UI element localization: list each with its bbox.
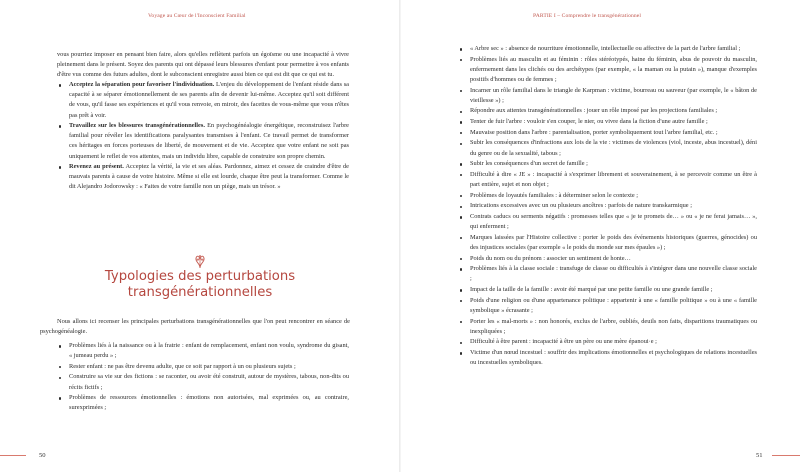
perturbation-list-continued <box>458 44 757 368</box>
list-item-text: Difficulté à être parent : incapacité à être un père ou une mère épanoui·e ; <box>470 338 657 346</box>
list-item-text: Mauvaise position dans l'arbre : parentalisation, porter symboliquement tout l'arbre familial, etc. ; <box>470 128 718 136</box>
list-item <box>458 337 757 347</box>
bullet-icon <box>59 166 61 168</box>
list-item-text: Problèmes liés au masculin et au féminin : rôles stéréotypés, haine du féminin, abus de pouvoir du masculin, enfermement dans les clichés ou des archétypes (par exemple, « la maman ou la putain »), manque d'exemples positifs d'hommes ou de femmes ; <box>470 55 757 83</box>
bullet-icon <box>59 377 61 379</box>
bullet-icon <box>460 352 462 354</box>
bullet-icon <box>460 132 462 134</box>
perturbation-list-start <box>57 341 349 413</box>
list-item <box>458 191 757 201</box>
list-item-text: Marques laissées par l'Histoire collective : porter le poids des événements historiques (guerres, génocides) ou des injustices sociales (par exemple « le poids du monde sur mes épaules ») ; <box>470 233 757 251</box>
right-footer-rule <box>772 455 800 456</box>
bullet-icon <box>460 342 462 344</box>
section-title-line1: Typologies des perturbations <box>104 269 296 284</box>
list-item-text: Rester enfant : ne pas être devenu adulte, que ce soit par rapport à un ou plusieurs sujets ; <box>69 362 296 370</box>
bullet-icon <box>460 300 462 302</box>
list-item <box>458 296 757 316</box>
bullet-icon <box>460 216 462 218</box>
list-item-text: Problèmes de ressources émotionnelles : émotions non autorisées, mal exprimées ou, au contraire, surexprimées ; <box>69 394 349 412</box>
right-page <box>400 0 800 472</box>
list-item-text: Incarner un rôle familial dans le triangle de Karpman : victime, bourreau ou sauveur (par exemple, le « bâton de vieillesse ») ; <box>470 86 757 104</box>
right-running-header: PARTIE I – Comprendre le transgénérationnel <box>533 13 641 19</box>
list-item-text: Subir les conséquences d'un secret de famille ; <box>470 160 588 168</box>
bullet-icon <box>460 258 462 260</box>
left-running-header: Voyage au Cœur de l'Inconscient Familial <box>148 13 246 19</box>
left-bottom-text <box>57 341 349 414</box>
list-item <box>458 201 757 211</box>
list-item <box>458 254 757 264</box>
bullet-icon <box>460 59 462 61</box>
list-item-text: Porter les « mal-morts » : non honorés, exclus de l'arbre, oubliés, deuils non faits, disparitions traumatiques ou inexpliquées ; <box>470 317 757 335</box>
bullet-icon <box>59 366 61 368</box>
bullet-icon <box>460 163 462 165</box>
list-item <box>458 138 757 158</box>
list-item <box>57 121 349 161</box>
list-item <box>458 264 757 284</box>
list-item-text: Acceptez la vérité, la vie et ses aléas. Pardonnez, aimez et cessez de craindre d'être de mauvais parents à cause de votre histoire. Même si elle est lourde, chaque être peut la transformer. Comme le dit Alejandro Jodorowsky : « Faites de votre famille non un piège, mais un trésor. » <box>69 163 349 191</box>
list-item <box>458 117 757 127</box>
list-item <box>57 341 349 361</box>
list-item-text: Impact de la taille de la famille : avoir été marqué par une petite famille ou une grande famille ; <box>470 286 713 294</box>
bullet-icon <box>460 111 462 113</box>
list-item-text: Construire sa vie sur des fictions : se raconter, ou avoir été construit, autour de mystères, tabous, non-dits ou récits fictifs ; <box>69 373 349 391</box>
bullet-icon <box>460 90 462 92</box>
intro-paragraph: Nous allons ici recenser les principales perturbations transgénérationnelles que l'on peut rencontrer en séance de psychogénéalogie. <box>40 318 350 336</box>
left-footer-rule <box>0 455 26 456</box>
list-item <box>458 55 757 85</box>
list-item-text: Difficulté à dire « JE » : incapacité à s'exprimer librement et souverainement, à se percevoir comme un être à part entière, sujet et non objet ; <box>470 170 757 188</box>
section-intro <box>40 317 350 337</box>
list-item-text: Problèmes liés à la naissance ou à la fratrie : enfant de remplacement, enfant non voulu, syndrome du gisant, « jumeau perdu » ; <box>69 342 349 360</box>
bullet-icon <box>460 237 462 239</box>
list-item <box>458 212 757 232</box>
right-page-number: 51 <box>756 452 763 459</box>
section-title-line2: transgénérationnelles <box>127 285 273 300</box>
list-item <box>458 128 757 138</box>
list-item-text: Poids du nom ou du prénom : associer un sentiment de honte… <box>470 254 631 262</box>
list-item <box>458 159 757 169</box>
list-item <box>458 348 757 368</box>
list-item <box>57 372 349 392</box>
list-item-text: Intrications excessives avec un ou plusieurs ancêtres : parfois de nature transkarmique ; <box>470 202 692 210</box>
section-title <box>40 269 360 301</box>
list-item-text: Problèmes liés à la classe sociale : transfuge de classe ou difficultés à s'intégrer dans une nouvelle classe sociale ; <box>470 265 757 283</box>
list-item-text: Victime d'un nœud incestuel : souffrir des implications émotionnelles et psychologiques de relations incestuelles ou incestuelles symboliques. <box>470 349 757 367</box>
bullet-icon <box>460 195 462 197</box>
bullet-icon <box>460 121 462 123</box>
list-item <box>57 162 349 192</box>
list-item-text: Tenter de fuir l'arbre : vouloir s'en couper, le nier, ou vivre dans la fiction d'une autre famille ; <box>470 118 708 126</box>
bullet-icon <box>460 174 462 176</box>
list-item-text: « Arbre sec » : absence de nourriture émotionnelle, intellectuelle ou affective de la part de l'arbre familial ; <box>470 45 741 52</box>
bullet-icon <box>59 125 61 127</box>
list-item <box>57 393 349 413</box>
list-item-text: L'enjeu du développement de l'enfant réside dans sa capacité à se séparer émotionnellement de ses parents afin de devenir lui-même. Acceptez qu'il soit différent de vous, qu'il fasse ses expériences et qu'il vous renvoie, en miroir, des facettes de vous-même que vous n'êtes pas prêt à voir. <box>69 81 350 119</box>
bullet-icon <box>460 48 462 50</box>
list-item-lead: Travaillez sur les blessures transgénérationnelles. <box>69 122 205 130</box>
list-item <box>458 233 757 253</box>
right-text <box>458 44 757 369</box>
bullet-icon <box>460 321 462 323</box>
bullet-icon <box>460 268 462 270</box>
list-item-text: Répondre aux attentes transgénérationnelles : jouer un rôle imposé par les projections familiales ; <box>470 107 718 115</box>
list-item-text: Subir les conséquences d'infractions aux lois de la vie : victimes de violences (viol, inceste, abus incestuel), déni du genre ou de la sexualité, tabous ; <box>470 139 757 157</box>
list-item-text: Poids d'une religion ou d'une appartenance politique : appartenir à une « famille politique » ou à une « famille symbolique » écrasante ; <box>470 296 757 314</box>
left-page-number: 50 <box>39 452 46 459</box>
list-item-text: Contrats caducs ou serments négatifs : promesses telles que « je te promets de… » ou « je ne ferai jamais… », qui enferment ; <box>470 213 757 231</box>
list-item-lead: Acceptez la séparation pour favoriser l'individuation. <box>69 81 215 89</box>
bullet-icon <box>59 397 61 399</box>
section-heading <box>40 253 360 315</box>
list-item <box>458 106 757 116</box>
list-item <box>458 317 757 337</box>
bullet-icon <box>460 206 462 208</box>
left-top-text <box>57 50 349 193</box>
bullet-icon <box>460 289 462 291</box>
list-item <box>458 44 757 54</box>
list-item <box>57 362 349 372</box>
list-item-lead: Revenez au présent. <box>69 163 124 171</box>
list-item <box>57 80 349 120</box>
list-item <box>458 86 757 106</box>
list-item-text: En psychogénéalogie énergétique, reconstruisez l'arbre familial pour révéler les identifications paralysantes transmises à l'enfant. Ce travail permet de transformer ces héritages en forces porteuses de liberté, de mouvement et de vie. Acceptez que votre enfant ne soit pas uniquement le reflet de vos attentes, mais un individu libre, capable de construire son propre chemin. <box>69 122 349 160</box>
continuation-paragraph: vous pourriez imposer en pensant bien faire, alors qu'elles reflètent parfois un égoïsme ou une incapacité à vivre pleinement dans le présent. Soyez des parents qui ont dépassé leurs blessures d'enfant pour permettre à vos enfants d'être vus comme des futurs adultes, dont le subconscient enregistre aussi bien ce qui est dit que ce qui est tu. <box>57 51 349 79</box>
ornament-flourish-icon <box>190 253 210 269</box>
bullet-icon <box>59 84 61 86</box>
list-item-text: Problèmes de loyautés familiales : à déterminer selon le contexte ; <box>470 191 639 199</box>
list-item <box>458 170 757 190</box>
bullet-icon <box>460 143 462 145</box>
advice-list <box>57 80 349 192</box>
bullet-icon <box>59 345 61 347</box>
list-item <box>458 285 757 295</box>
